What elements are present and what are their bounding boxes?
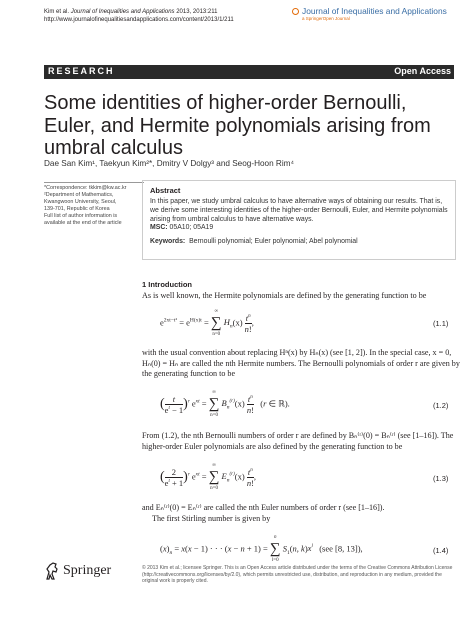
equation-number: (1.2) — [433, 401, 449, 410]
springeropen-icon — [292, 8, 299, 15]
equation-1-1: $e^{2xt-t^2} = e^{H(x)t}$ = ∞ ∑ n=0 $H_n(x)$ $\frac{t^n}{n!}$ , — [160, 309, 254, 337]
paragraph: The first Stirling number is given by — [152, 514, 271, 523]
article-title: Some identities of higher-order Bernoulli, Euler, and Hermite polynomials arising from umbral calculus — [44, 92, 431, 159]
cite-suffix: 2013, 2013:211 — [174, 9, 218, 15]
equation-1-4: $(x)_n = x(x - 1)$ · · · (x − n + 1) = n ∑ l=0 $S_1(n$, $k)x^l$ (see [8, 13]), — [160, 535, 363, 563]
citation-header — [44, 8, 234, 24]
license-text: © 2013 Kim et al.; licensee Springer. This is an Open Access article distributed under the terms of the Creative Commons Attribution License (http://creativecommons.org/licenses/by/2.0), which permits unrestricted use, distribution, and reproduction in any medium, provided the original work is properly cited. — [142, 565, 453, 584]
abstract-heading: Abstract — [150, 186, 181, 195]
keywords-value: Bernoulli polynomial; Euler polynomial; Abel polynomial — [189, 238, 358, 246]
note-line: Kwangwoon University, Seoul, — [44, 199, 117, 205]
springer-horse-icon — [44, 561, 60, 581]
journal-subtitle: a SpringerOpen Journal — [302, 16, 350, 21]
note-line: ²Department of Mathematics, — [44, 192, 114, 198]
paragraph: and Eₙ⁽ʳ⁾(0) = Eₙ⁽ʳ⁾ are called the nth Euler numbers of order r (see [1–16]). — [142, 503, 385, 512]
note-line: Full list of author information is — [44, 213, 118, 219]
msc-value: 05A10; 05A19 — [169, 224, 214, 232]
article-type-bar — [44, 65, 454, 79]
keywords-line — [150, 238, 448, 245]
abstract-box — [142, 180, 456, 260]
paragraph: As is well known, the Hermite polynomials are defined by the generating function to be — [142, 291, 427, 300]
note-line: available at the end of the article — [44, 220, 122, 226]
equation-number: (1.3) — [433, 474, 449, 483]
equation-1-2: ( $\frac{t}{e^t - 1}$ )$^r$ $e^{xt}$ = ∞ ∑ n=0 $B_n^{(r)}(x)$ $\frac{t^n}{n!}$ (r ∈ ℝ). — [160, 390, 290, 418]
equation-number: (1.1) — [433, 319, 449, 328]
paragraph: with the usual convention about replacing Hⁿ(x) by Hₙ(x) (see [1, 2]). In the special case, x = 0, Hₙ(0) = Hₙ are called the nth Hermite numbers. The Bernoulli polynomials of order r are given by the generating function to be — [142, 348, 460, 378]
keywords-label: Keywords: — [150, 238, 186, 246]
article-type-label: RESEARCH — [48, 66, 115, 76]
equation-1-3: ( $\frac{2}{e^t + 1}$ )$^r$ $e^{xt}$ = ∞ ∑ n=0 $E_n^{(r)}(x)$ $\frac{t^n}{n!}$ , — [160, 463, 257, 491]
correspondence-note — [44, 182, 144, 227]
springer-logo — [44, 561, 111, 581]
equation-ref: (see [8, 13]), — [319, 543, 363, 554]
abstract-text: In this paper, we study umbral calculus to have alternative ways of obtaining our results. That is, we derive some interesting identities of the higher-order Bernoulli, Euler, and Hermite polynomials arising from umbral calculus to have alternative ways. — [150, 198, 448, 223]
paragraph: From (1.2), the nth Bernoulli numbers of order r are defined by Bₙ⁽ʳ⁾(0) = Bₙ⁽ʳ⁾ (see [1–16]). The higher-order Euler polynomials are also defined by the generating function to be — [142, 431, 454, 451]
cite-prefix: Kim et al. — [44, 9, 71, 15]
cite-journal: Journal of Inequalities and Applications — [70, 9, 175, 15]
cite-url[interactable]: http://www.journalofinequalitiesandapplications.com/content/2013/1/211 — [44, 17, 234, 23]
divider — [44, 182, 144, 183]
journal-name: Journal of Inequalities and Applications — [302, 6, 447, 16]
equation-number: (1.4) — [433, 546, 449, 555]
author-list: Dae San Kim¹, Taekyun Kim²*, Dmitry V Dolgy³ and Seog-Hoon Rim⁴ — [44, 159, 294, 168]
section-heading: 1 Introduction — [142, 280, 192, 289]
journal-logo — [292, 6, 452, 21]
msc-line — [150, 224, 448, 233]
note-line: *Correspondence: tkkim@kw.ac.kr — [44, 185, 127, 191]
note-line: 139-701, Republic of Korea — [44, 206, 110, 212]
msc-label: MSC: — [150, 224, 168, 232]
publisher-name: Springer — [63, 563, 112, 578]
open-access-label: Open Access — [394, 66, 451, 76]
